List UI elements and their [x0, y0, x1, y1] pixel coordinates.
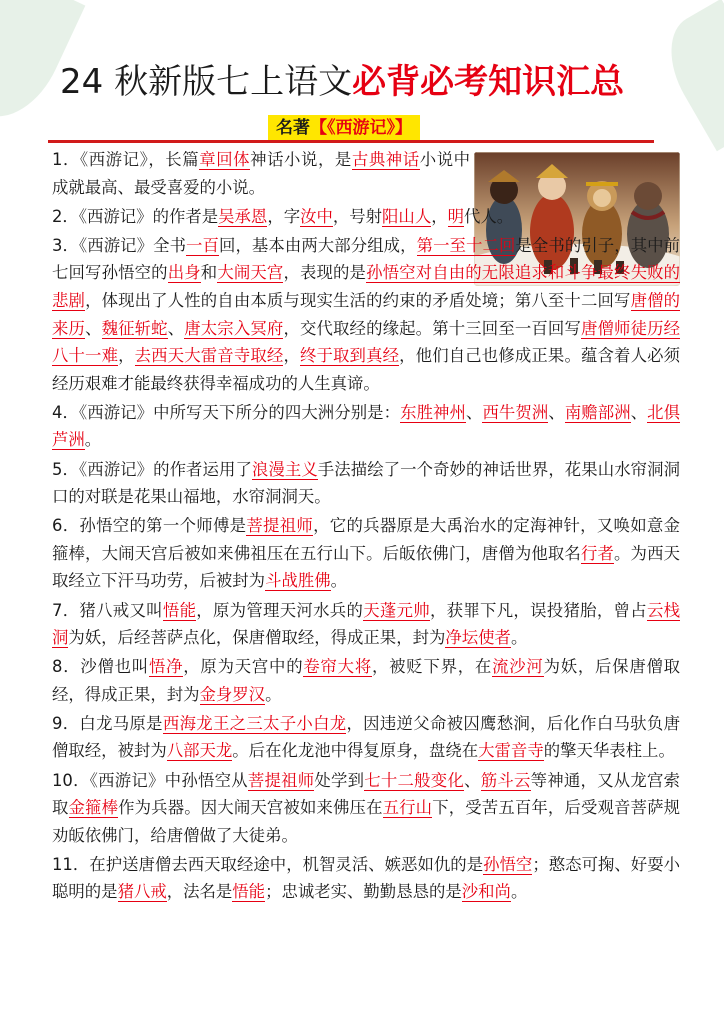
- item-text: 、: [630, 402, 648, 422]
- item-text: 的擎天华表柱上。: [543, 741, 675, 761]
- item-text: 5．《西游记》的作者运用了: [52, 459, 252, 479]
- item-text: 、: [167, 318, 185, 338]
- item-text: 小说中成就最高、最受喜爱的小说。: [52, 150, 471, 197]
- key-term: 阳山人: [382, 206, 432, 226]
- item-text: ，法名是: [166, 882, 233, 902]
- item-text: 作为兵器。因大闹天宫被如来佛压在: [118, 798, 383, 818]
- key-term: 悟能: [232, 882, 266, 902]
- key-term: 悟能: [162, 600, 197, 620]
- item-text: 。: [84, 430, 102, 450]
- key-term: 汝中: [300, 206, 333, 226]
- title-highlight: 必背必考知识汇总: [352, 62, 625, 102]
- key-term: 唐僧的来历: [52, 290, 681, 338]
- item-text: ，原为管理天河水兵的: [196, 600, 364, 620]
- key-term: 出身: [167, 263, 201, 283]
- list-item: [52, 710, 680, 765]
- key-term: 斗战胜佛: [265, 571, 331, 591]
- key-term: 大闹天宫: [217, 263, 284, 283]
- key-term: 古典神话: [351, 150, 420, 169]
- item-text: 手法描绘了一个奇妙的神话世界，花果山水帘洞洞口的对联是花果山福地，水帘洞洞天。: [52, 459, 681, 507]
- item-text: 。: [330, 571, 348, 591]
- list-item: [52, 456, 680, 511]
- key-term: 净坛使者: [445, 628, 511, 648]
- item-text: 、: [466, 402, 483, 422]
- item-text: 。: [265, 684, 282, 704]
- subtitle-prefix: 名著: [276, 118, 310, 138]
- item-text: 7．猪八戒又叫: [52, 600, 163, 620]
- item-text: 6．孙悟空的第一个师傅是: [52, 516, 247, 536]
- list-item: [52, 232, 680, 398]
- key-term: 浪漫主义: [251, 459, 318, 479]
- item-text: 等神通，又从龙宫索取: [52, 770, 681, 818]
- item-text: 为妖，后保唐僧取经，得成正果，封为: [52, 657, 681, 704]
- key-term: 大雷音寺: [478, 741, 544, 761]
- key-term: 去西天大雷音寺取经: [134, 346, 284, 366]
- key-term: 第一至十二回: [416, 235, 516, 255]
- item-text: ，获罪下凡，误投猪胎，曾占: [429, 600, 647, 620]
- key-term: 七十二般变化: [364, 770, 465, 790]
- key-term: 八部天龙: [166, 741, 233, 761]
- item-text: 回，基本由两大部分组成，: [218, 235, 417, 255]
- key-term: 唐太宗入冥府: [184, 318, 284, 338]
- item-text: 。为西天取经立下汗马功劳，后被封为: [52, 543, 681, 591]
- key-term: 一百: [186, 235, 219, 255]
- key-term: 魏征斩蛇: [101, 318, 168, 338]
- item-text: 10．《西游记》中孙悟空从: [52, 770, 248, 790]
- subtitle-highlight: 【《西游记》】: [310, 118, 412, 138]
- key-term: 唐僧师徒历经八十一难: [52, 318, 681, 366]
- item-text: 11．在护送唐僧去西天取经途中，机智灵活、嫉恶如仇的是: [52, 854, 484, 874]
- item-text: ，字: [267, 206, 301, 226]
- page-title: [60, 60, 624, 104]
- key-term: 菩提祖师: [247, 770, 315, 790]
- item-text: 、: [548, 402, 565, 422]
- item-text: ，: [431, 206, 448, 226]
- key-term: 孙悟空: [483, 854, 533, 874]
- item-text: ，它的兵器原是大禹治水的定海神针，又唤如意金箍棒，大闹天宫后被如来佛祖压在五行山下。后皈依佛门，唐僧为他取名: [52, 516, 680, 563]
- key-term: 卷帘大将: [303, 657, 372, 677]
- item-text: 、: [85, 318, 102, 338]
- item-text: ，因违逆父命被囚鹰愁涧，后化作白马驮负唐僧取经，被封为: [52, 713, 681, 761]
- item-text: ，被贬下界，在: [372, 657, 493, 677]
- item-text: ，原为天宫中的: [183, 657, 304, 677]
- title-plain: 24 秋新版七上语文: [60, 62, 353, 102]
- item-text: 2．《西游记》的作者是: [52, 206, 219, 226]
- key-term: 东胜神州: [400, 402, 466, 422]
- item-text: 处学到: [314, 770, 365, 790]
- title-underline: [48, 140, 654, 143]
- item-text: 1．《西游记》，长篇: [52, 150, 200, 169]
- item-text: 、: [464, 770, 481, 790]
- item-text: 神话小说，是: [250, 150, 352, 169]
- item-text: 代人。: [464, 206, 514, 226]
- leaf-decoration-top-right: [652, 0, 724, 151]
- key-term: 悟净: [148, 657, 184, 677]
- item-text: ，表现的是: [283, 263, 367, 283]
- item-text: 是全书的引子，其中前七回写孙悟空的: [52, 235, 681, 283]
- list-item: [52, 399, 680, 454]
- item-text: 。后在化龙池中得复原身，盘绕在: [232, 741, 479, 761]
- item-text: ，交代取经的缘起。第十三回至一百回写: [283, 318, 581, 338]
- key-term: 西海龙王之三太子小白龙: [162, 713, 347, 733]
- key-term: 吴承恩: [218, 206, 268, 226]
- item-text: ，: [283, 346, 300, 366]
- key-term: 行者: [580, 543, 615, 563]
- item-text: ，体现出了人性的自由本质与现实生活的约束的矛盾处境；第八至十二回写: [85, 290, 631, 310]
- item-text: ；忠诚老实、勤勤恳恳的是: [265, 882, 462, 902]
- knowledge-list: [52, 146, 680, 908]
- key-term: 菩提祖师: [246, 516, 314, 536]
- item-text: 为妖，后经菩萨点化，保唐僧取经，得成正果，封为: [68, 628, 446, 648]
- item-text: 4．《西游记》中所写天下所分的四大洲分别是：: [52, 402, 401, 422]
- key-term: 南赡部洲: [564, 402, 631, 422]
- item-text: 。: [510, 628, 528, 648]
- item-text: 下，受苦五百年，后受观音菩萨规劝皈依佛门，给唐僧做了大徒弟。: [52, 798, 681, 845]
- item-text: 9．白龙马原是: [52, 713, 163, 733]
- key-term: 流沙河: [492, 657, 544, 677]
- key-term: 金身罗汉: [199, 684, 266, 704]
- key-term: 明: [447, 206, 464, 226]
- item-text: 和: [200, 263, 218, 283]
- item-text: ，他们自己也修成正果。蕴含着人必须经历艰难才能最终获得幸福成功的人生真谛。: [52, 346, 681, 393]
- key-term: 西牛贺洲: [482, 402, 549, 422]
- list-item: [52, 597, 680, 652]
- item-text: ；憨态可掬、好耍小聪明的是: [52, 854, 681, 902]
- list-item: [52, 512, 680, 595]
- key-term: 金箍棒: [68, 798, 119, 818]
- key-term: 天蓬元帅: [363, 600, 430, 620]
- key-term: 沙和尚: [461, 882, 511, 902]
- list-item: [52, 653, 680, 708]
- list-item: [52, 203, 680, 231]
- subtitle-label: [268, 115, 420, 141]
- list-item: [52, 851, 680, 906]
- key-term: 章回体: [199, 150, 251, 169]
- item-text: 3．《西游记》全书: [52, 235, 187, 255]
- key-term: 北俱芦洲: [52, 402, 681, 450]
- key-term: 终于取到真经: [299, 346, 400, 366]
- key-term: 猪八戒: [117, 882, 167, 902]
- item-text: 。: [510, 882, 528, 902]
- key-term: 五行山: [382, 798, 433, 818]
- list-item: [52, 767, 680, 850]
- list-item: [52, 146, 680, 201]
- key-term: 筋斗云: [480, 770, 531, 790]
- item-text: ，号射: [332, 206, 383, 226]
- item-text: ，: [118, 346, 135, 366]
- key-term: 云栈洞: [52, 600, 681, 648]
- item-text: 8．沙僧也叫: [52, 657, 149, 677]
- key-term: 孙悟空对自由的无限追求和斗争最终失败的悲剧: [52, 263, 681, 310]
